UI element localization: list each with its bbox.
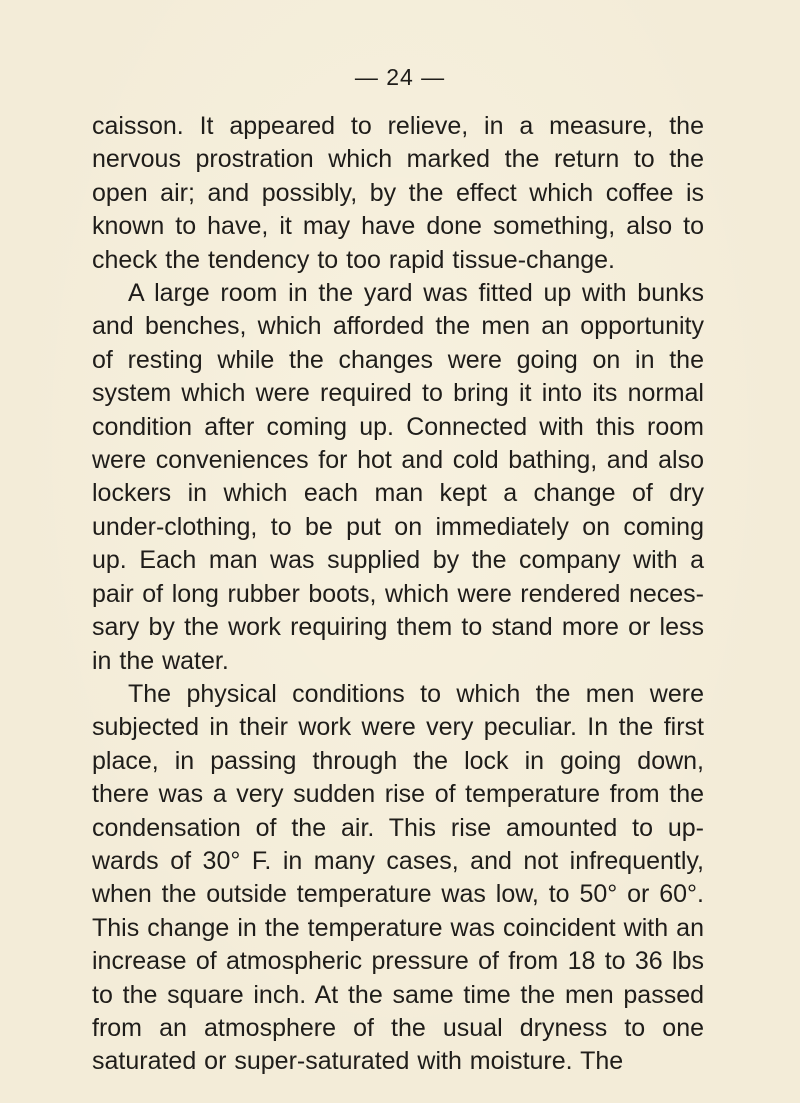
page-number: — 24 — (354, 64, 446, 90)
paragraph-1: caisson. It appeared to relieve, in a measure, the nervous prostration which marked the return to the open air; and possibly, by the effect which coffee is known to have, it may have done something, also to check the tendency to too rapid tissue-change. (92, 112, 704, 274)
body-text (92, 110, 704, 1079)
paragraph-2: A large room in the yard was fitted up with bunks and benches, which afforded the men an opportunity of resting while the changes were going on in the system which were required to bring it into its normal condition after coming up. Connected with this room were conveniences for hot and cold bathing, and also lockers in which each man kept a change of dry under-clothing, to be put on immediately on coming up. Each man was supplied by the company with a pair of long rubber boots, which were rendered neces-sary by the work requiring them to stand more or less in the water. (92, 279, 704, 675)
paragraph-3: The physical conditions to which the men were subjected in their work were very peculiar. In the first place, in passing through the lock in going down, there was a very sudden rise of temperature from the condensation of the air. This rise amounted to up-wards of 30° F. in many cases, and not infrequently, when the outside temperature was low, to 50° or 60°. This change in the temperature was coincident with an increase of atmospheric pressure of from 18 to 36 lbs to the square inch. At the same time the men passed from an atmosphere of the usual dryness to one saturated or super-saturated with moisture. The (92, 679, 704, 1076)
